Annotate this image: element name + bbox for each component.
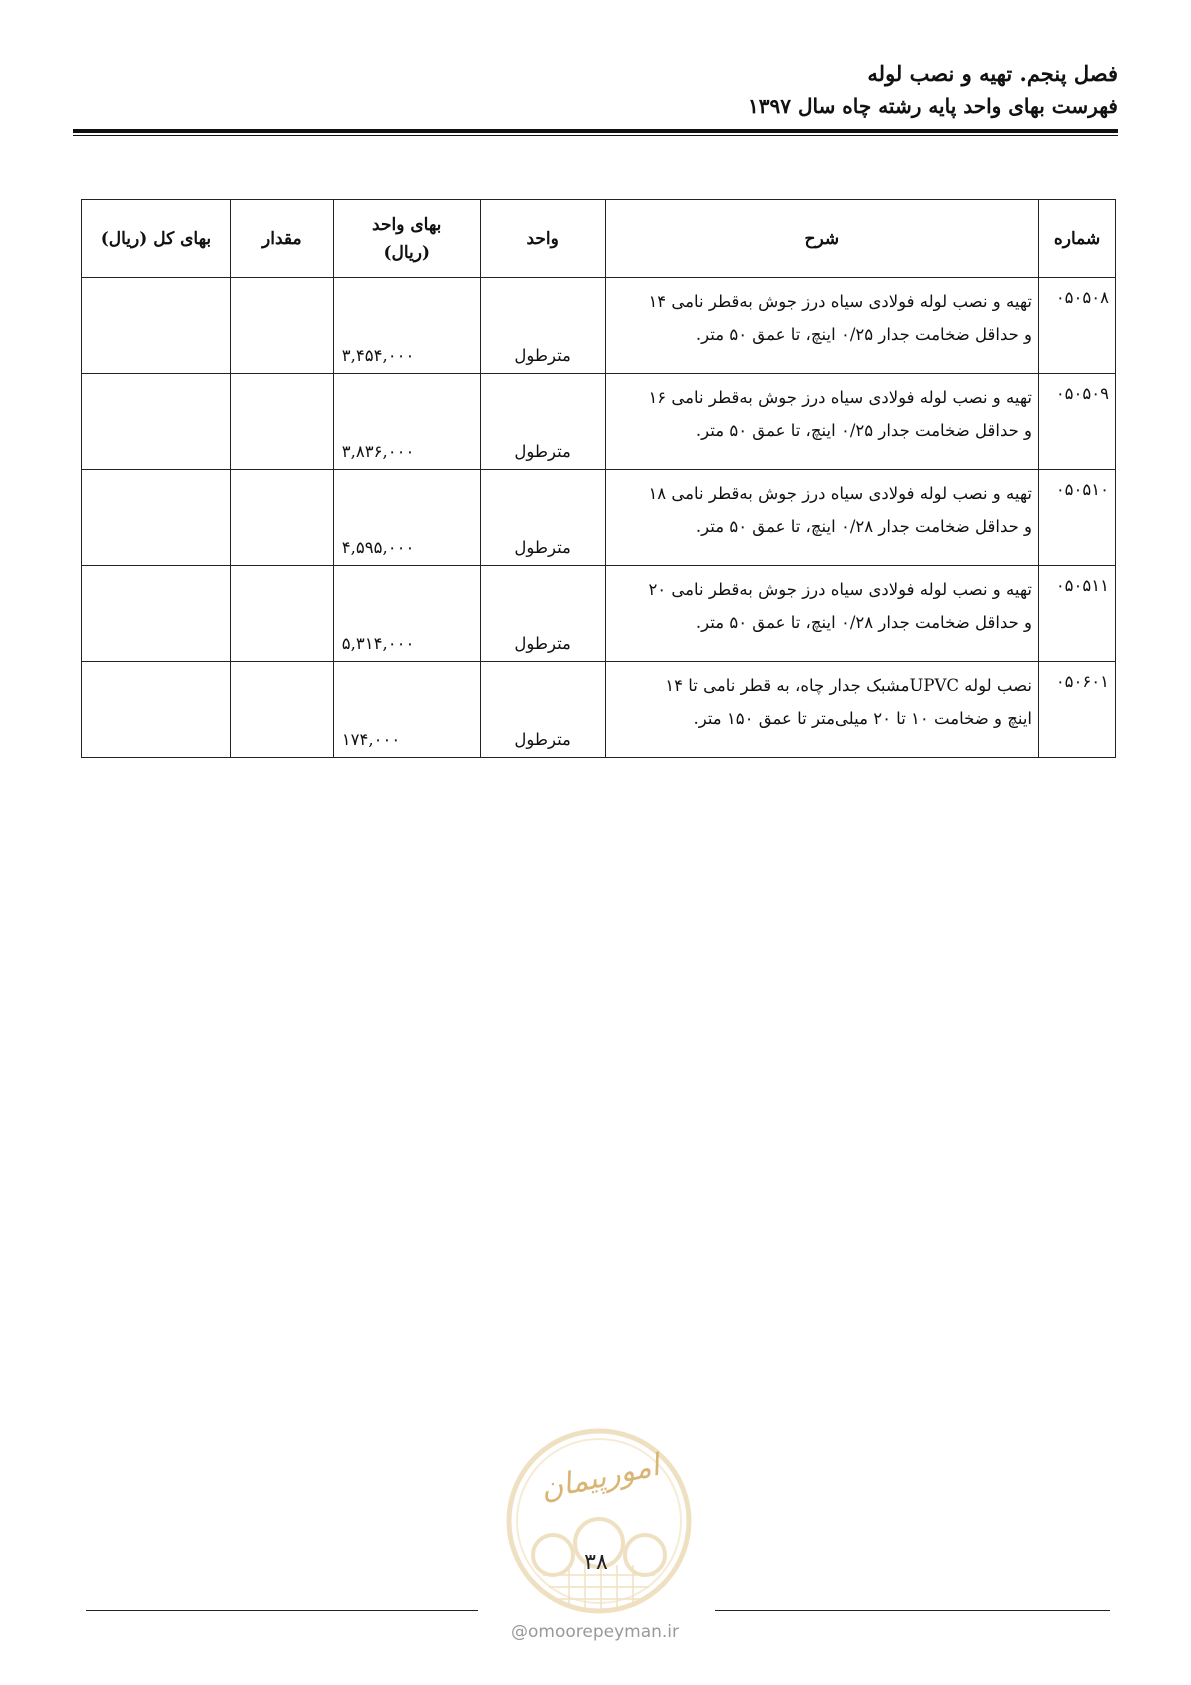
row-total [82,278,231,374]
row-unit: مترطول [480,374,605,470]
row-quantity [230,566,333,662]
row-description [605,470,1038,566]
row-description-line2: و حداقل ضخامت جدار ۰/۲۸ اینچ، تا عمق ۵۰ متر. [695,613,1033,632]
row-description-line2: و حداقل ضخامت جدار ۰/۲۸ اینچ، تا عمق ۵۰ متر. [695,517,1033,536]
row-description [605,566,1038,662]
header-code: شماره [1039,200,1116,278]
row-total [82,374,231,470]
table-row [82,662,1116,758]
header-quantity: مقدار [230,200,333,278]
row-total [82,470,231,566]
row-quantity [230,470,333,566]
row-description [605,662,1038,758]
row-unit: مترطول [480,278,605,374]
row-unit: مترطول [480,566,605,662]
header-unit-price-line2: (ریال) [383,242,430,263]
row-code: ۰۵۰۵۱۰ [1039,470,1116,566]
row-code: ۰۵۰۵۰۸ [1039,278,1116,374]
row-code: ۰۵۰۶۰۱ [1039,662,1116,758]
row-unit: مترطول [480,470,605,566]
watermark-site: @omoorepeyman.ir [510,1622,680,1642]
row-unit-price: ۳,۴۵۴,۰۰۰ [333,278,480,374]
row-description-line1: تهیه و نصب لوله فولادی سیاه درز جوش به‌قطر نامی ۲۰ [648,580,1033,599]
page-number: ۳۸ [584,1550,608,1575]
price-list-table [81,199,1116,758]
row-description [605,278,1038,374]
header-rule-thick [73,129,1118,133]
row-description-line2: اینچ و ضخامت ۱۰ تا ۲۰ میلی‌متر تا عمق ۱۵۰ متر. [693,709,1033,728]
row-code: ۰۵۰۵۱۱ [1039,566,1116,662]
row-description-line2: و حداقل ضخامت جدار ۰/۲۵ اینچ، تا عمق ۵۰ متر. [695,325,1033,344]
row-code: ۰۵۰۵۰۹ [1039,374,1116,470]
row-description-line1: نصب لوله UPVCمشبک جدار چاه، به قطر نامی تا ۱۴ [665,676,1033,695]
footer-rule-right [715,1610,1110,1611]
table-row [82,278,1116,374]
row-description-line1: تهیه و نصب لوله فولادی سیاه درز جوش به‌قطر نامی ۱۶ [648,388,1033,407]
table-row [82,470,1116,566]
row-unit: مترطول [480,662,605,758]
row-unit-price: ۴,۵۹۵,۰۰۰ [333,470,480,566]
row-quantity [230,278,333,374]
row-unit-price: ۵,۳۱۴,۰۰۰ [333,566,480,662]
footer-rule-left [86,1610,478,1611]
chapter-title: فصل پنجم. تهیه و نصب لوله [867,61,1118,86]
watermark-logo-text: امورپیمان [537,1447,663,1508]
header-total-price: بهای کل (ریال) [82,200,231,278]
row-unit-price: ۳,۸۳۶,۰۰۰ [333,374,480,470]
row-unit-price: ۱۷۴,۰۰۰ [333,662,480,758]
row-total [82,566,231,662]
page-header [748,58,1118,122]
row-quantity [230,374,333,470]
row-description [605,374,1038,470]
table-row [82,374,1116,470]
table-row [82,566,1116,662]
header-unit: واحد [480,200,605,278]
header-description: شرح [605,200,1038,278]
document-subtitle: فهرست بهای واحد پایه رشته چاه سال ۱۳۹۷ [748,94,1118,118]
row-description-line1: تهیه و نصب لوله فولادی سیاه درز جوش به‌قطر نامی ۱۴ [648,292,1033,311]
header-unit-price-line1: بهای واحد [372,214,442,235]
table-header-row [82,200,1116,278]
row-description-line2: و حداقل ضخامت جدار ۰/۲۵ اینچ، تا عمق ۵۰ متر. [695,421,1033,440]
row-quantity [230,662,333,758]
row-description-line1: تهیه و نصب لوله فولادی سیاه درز جوش به‌قطر نامی ۱۸ [648,484,1033,503]
row-total [82,662,231,758]
header-rule-thin [73,135,1118,136]
header-unit-price [333,200,480,278]
